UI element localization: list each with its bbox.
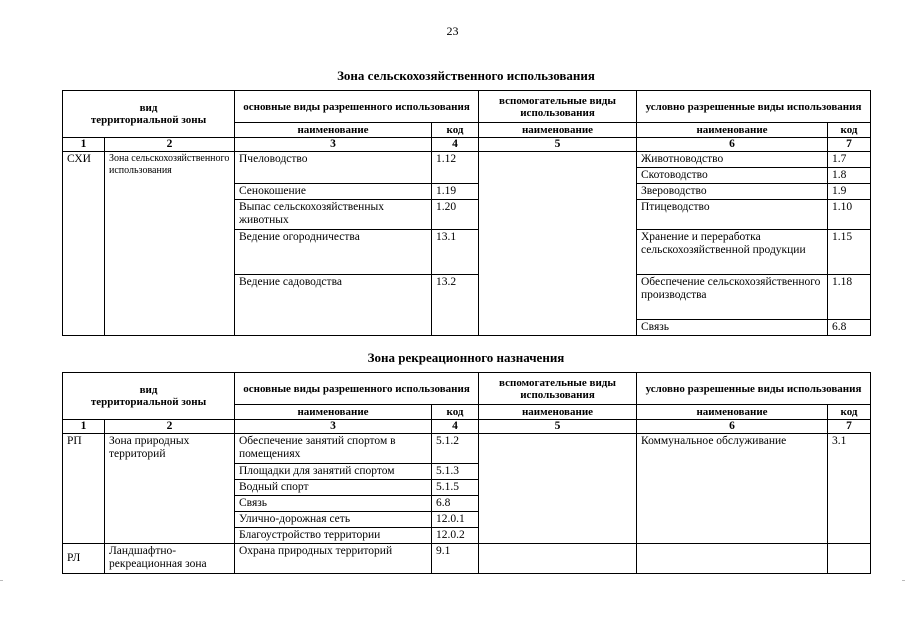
main-use-name: Охрана природных территорий <box>235 544 432 574</box>
header-main-uses: основные виды разрешенного использования <box>235 373 479 405</box>
header-code: код <box>828 405 871 420</box>
main-use-code: 13.1 <box>432 230 479 275</box>
conditional-use-code: 1.8 <box>828 168 871 184</box>
conditional-code-empty <box>828 544 871 574</box>
conditional-use-name: Скотоводство <box>637 168 828 184</box>
main-use-name: Водный спорт <box>235 480 432 496</box>
aux-use-empty <box>479 544 637 574</box>
zone-name: Зона сельскохозяйственного использования <box>105 152 235 336</box>
page-number: 23 <box>446 24 459 38</box>
column-number: 7 <box>828 420 871 434</box>
main-use-name: Обеспечение занятий спортом в помещениях <box>235 434 432 464</box>
main-use-code: 12.0.2 <box>432 528 479 544</box>
zone-code: РП <box>63 434 105 544</box>
header-code: код <box>432 123 479 138</box>
column-number: 3 <box>235 138 432 152</box>
header-conditional-uses: условно разрешенные виды использования <box>637 91 871 123</box>
conditional-use-name: Животноводство <box>637 152 828 168</box>
main-use-name: Благоустройство территории <box>235 528 432 544</box>
column-number: 3 <box>235 420 432 434</box>
header-code: код <box>828 123 871 138</box>
conditional-use-code: 6.8 <box>828 320 871 336</box>
main-use-code: 1.19 <box>432 184 479 200</box>
column-number: 2 <box>105 420 235 434</box>
aux-use-empty <box>479 152 637 336</box>
column-number: 4 <box>432 138 479 152</box>
conditional-use-empty <box>637 544 828 574</box>
main-use-name: Улично-дорожная сеть <box>235 512 432 528</box>
header-name: наименование <box>479 123 637 138</box>
main-use-code: 13.2 <box>432 275 479 336</box>
main-use-name: Сенокошение <box>235 184 432 200</box>
header-zone-type: вид территориальной зоны <box>63 373 235 420</box>
header-name: наименование <box>235 405 432 420</box>
header-aux-uses: вспомогательные виды использования <box>479 91 637 123</box>
table-title-agricultural: Зона сельскохозяйственного использования <box>337 68 595 83</box>
conditional-use-name: Звероводство <box>637 184 828 200</box>
header-aux-uses: вспомогательные виды использования <box>479 373 637 405</box>
recreational-zone-table <box>62 372 871 574</box>
main-use-code: 9.1 <box>432 544 479 574</box>
main-use-code: 5.1.5 <box>432 480 479 496</box>
conditional-use-name: Коммунальное обслуживание <box>637 434 828 544</box>
header-zone-type: вид территориальной зоны <box>63 91 235 138</box>
column-number: 2 <box>105 138 235 152</box>
main-use-name: Ведение садоводства <box>235 275 432 336</box>
zone-name: Зона природных территорий <box>105 434 235 544</box>
header-name: наименование <box>637 405 828 420</box>
main-use-name: Выпас сельскохозяйственных животных <box>235 200 432 230</box>
column-number: 6 <box>637 138 828 152</box>
conditional-use-name: Хранение и переработка сельскохозяйственной продукции <box>637 230 828 275</box>
zone-name: Ландшафтно-рекреационная зона <box>105 544 235 574</box>
main-use-code: 5.1.3 <box>432 464 479 480</box>
header-main-uses: основные виды разрешенного использования <box>235 91 479 123</box>
agricultural-zone-table <box>62 90 871 336</box>
column-number: 5 <box>479 420 637 434</box>
table-title-recreational: Зона рекреационного назначения <box>367 350 565 365</box>
conditional-use-code: 1.18 <box>828 275 871 320</box>
main-use-code: 1.20 <box>432 200 479 230</box>
main-use-name: Пчеловодство <box>235 152 432 184</box>
column-number: 1 <box>63 420 105 434</box>
conditional-use-code: 1.9 <box>828 184 871 200</box>
header-code: код <box>432 405 479 420</box>
scan-edge-mark <box>0 580 3 581</box>
conditional-use-name: Обеспечение сельскохозяйственного производства <box>637 275 828 320</box>
main-use-code: 6.8 <box>432 496 479 512</box>
zone-code: СХИ <box>63 152 105 336</box>
main-use-name: Площадки для занятий спортом <box>235 464 432 480</box>
column-number: 6 <box>637 420 828 434</box>
header-name: наименование <box>479 405 637 420</box>
column-number: 5 <box>479 138 637 152</box>
column-number: 7 <box>828 138 871 152</box>
main-use-code: 12.0.1 <box>432 512 479 528</box>
main-use-name: Связь <box>235 496 432 512</box>
header-name: наименование <box>235 123 432 138</box>
conditional-use-name: Связь <box>637 320 828 336</box>
conditional-use-code: 3.1 <box>828 434 871 544</box>
aux-use-empty <box>479 434 637 544</box>
column-number: 4 <box>432 420 479 434</box>
header-conditional-uses: условно разрешенные виды использования <box>637 373 871 405</box>
conditional-use-code: 1.7 <box>828 152 871 168</box>
main-use-code: 5.1.2 <box>432 434 479 464</box>
header-name: наименование <box>637 123 828 138</box>
column-number: 1 <box>63 138 105 152</box>
main-use-code: 1.12 <box>432 152 479 184</box>
conditional-use-name: Птицеводство <box>637 200 828 230</box>
main-use-name: Ведение огородничества <box>235 230 432 275</box>
conditional-use-code: 1.10 <box>828 200 871 230</box>
zone-code: РЛ <box>63 544 105 574</box>
conditional-use-code: 1.15 <box>828 230 871 275</box>
